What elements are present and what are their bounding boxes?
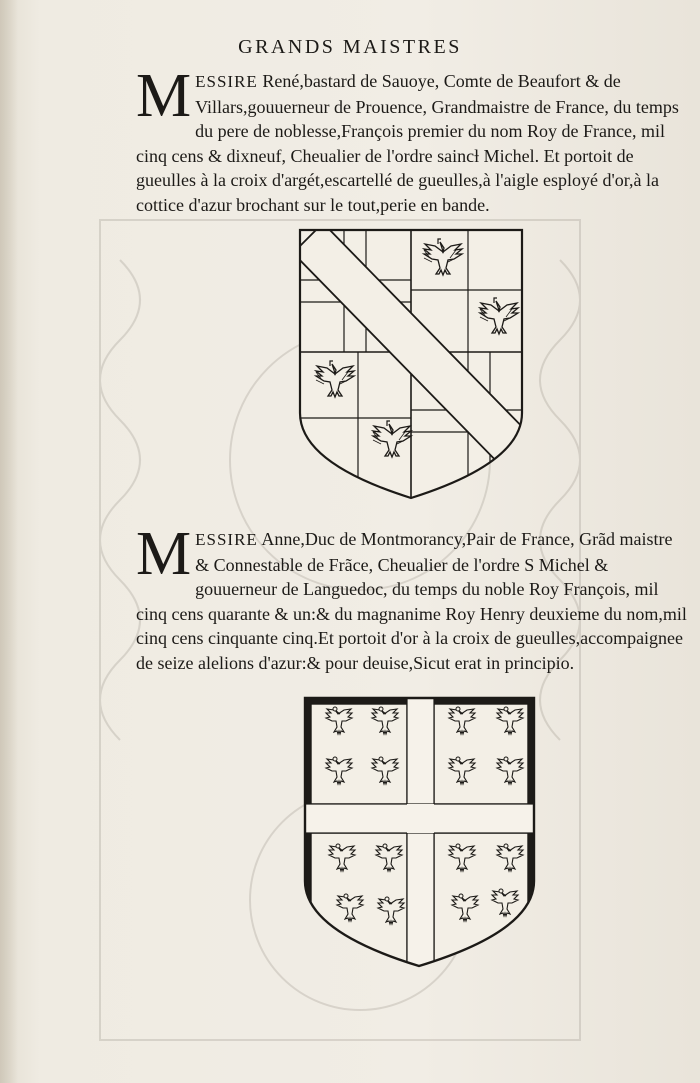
entry-lead-word: ESSIRE [195,72,258,91]
page-gutter-shadow [0,0,18,1083]
entry-anne-de-montmorency [136,520,688,675]
drop-cap: M [136,62,192,130]
entry-rene-de-savoie [136,62,688,217]
entry-text: René,bastard de Sauoye, Comte de Beaufort & de Villars,gouuerneur de Prouence, Grandmaistre de France, du temps du pere de noblesse,François premier du nom Roy de France, mil cinq cens & dixneuf, Cheualier de l'ordre saincƚ Michel. Et portoit de gueulles à la croix d'argét,escartellé de gueulles,à l'aigle esployé d'or,à la cottice d'azur brochant sur le tout,perie en bande. [136,71,679,215]
coat-of-arms-montmorency [303,696,536,968]
entry-text: Anne,Duc de Montmorancy,Pair de France, Grãd maistre & Connestable de Frãce, Cheualier de l'ordre S Michel & gouuerneur de Languedoc, du temps du noble Roy François, mil cinq cens quarante & un:& du magnanime Roy Henry deuxieme du nom,mil cinq cens cinquante cinq.Et portoit d'or à la croix de gueulles,accompaignee de seize alelions d'azur:& pour deuise,Sicut erat in principio. [136,529,687,673]
drop-cap: M [136,520,192,588]
coat-of-arms-savoie [298,228,526,500]
running-head: GRANDS MAISTRES [238,36,462,58]
entry-paragraph [136,520,688,675]
entry-paragraph [136,62,688,217]
entry-lead-word: ESSIRE [195,530,258,549]
